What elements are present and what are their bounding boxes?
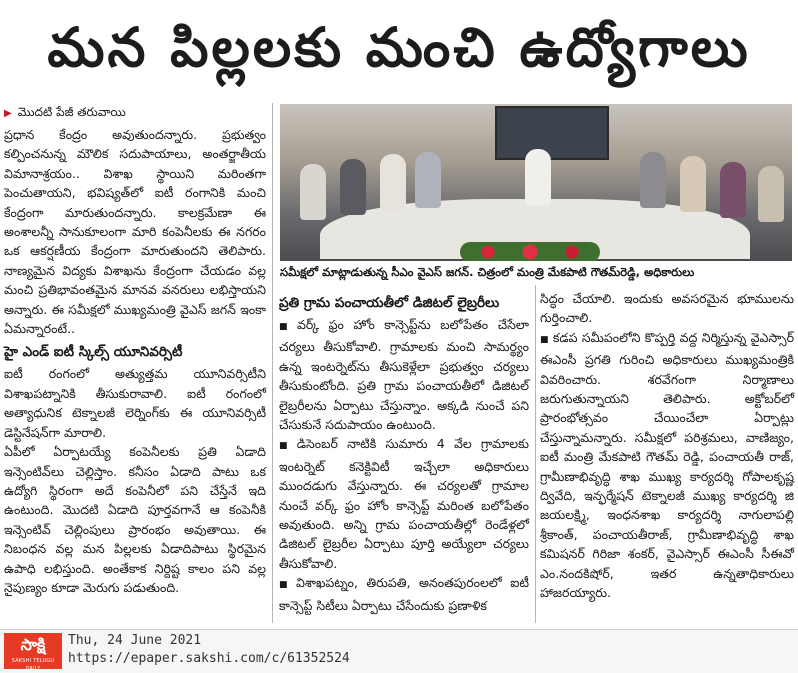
triangle-marker-icon: ▶ <box>4 108 12 119</box>
left-subheading: హై ఎండ్‌ ఐటీ స్కిల్స్‌ యూనివర్సిటీ <box>4 344 183 361</box>
right-bullet: ■ కడప సమీపంలోని కొప్పర్తి వద్ద నిర్మిస్తున్న వైఎస్సార్‌ ఈఎంసీ ప్రగతి గురించి అధికారులు ముఖ్యమంత్రికి వివరించారు. శరవేగంగా నిర్మాణాలు జరుగుతున్నాయని తెలిపారు. అక్టోబర్‌లో ప్రారంభోత్సవం చేయించేలా ఏర్పాట్లు చేస్తున్నామన్నారు. సమీక్షలో పరిశ్రమలు, వాణిజ్యం, ఐటీ మంత్రి మేకపాటి గౌతమ్‌ రెడ్డి, పంచాయతీ రాజ్‌, గ్రామీణాభివృద్ధి శాఖ ముఖ్య కార్యదర్శి గోపాలకృష్ణ ద్వివేది, ఇన్ఫర్మేషన్‌ టెక్నాలజీ ముఖ్య కార్యదర్శి జి జయలక్ష్మి, ఇంధనశాఖ కార్యదర్శి నాగులాపల్లి శ్రీకాంత్‌, పంచాయతీరాజ్‌, గ్రామీణాభివృద్ధి శాఖ కమిషనర్‌ గిరిజా శంకర్‌, వైఎస్సార్‌ ఈఎంసీ సీఈవో ఎం.నందకిషోర్‌, ఇతర ఉన్నతాధికారులు హాజరయ్యారు. <box>540 329 794 601</box>
middle-column <box>279 289 529 615</box>
person-figure <box>640 152 666 208</box>
person-figure <box>720 162 746 218</box>
left-paragraph-3: ఏపీలో ఏర్పాటయ్యే కంపెనీలకు ప్రతి ఏడాది ఇన్సెంటివ్‌లు చెల్లిస్తాం. కనీసం ఏడాది పాటు ఒక ఉద్యోగి స్థిరంగా అదే కంపెనీలో పని చేస్తేనే ఇది ఉంటుంది. మొదటి ఏడాది పూర్తవగానే ఆ కంపెనీకి ఇన్సెంటివ్‌ చెల్లింపులు ప్రారంభం అవుతాయి. ఈ నిబంధన వల్ల మన పిల్లలకు ఏడాదిపాటు స్థిరమైన ఉపాధి లభిస్తుంది. అంతేకాక నిర్దిష్ట కాలం పని వల్ల నైపుణ్యం కూడా మెరుగు పడుతుంది. <box>4 444 266 595</box>
bullet-icon: ■ <box>279 580 293 591</box>
middle-bullet: ■ విశాఖపట్నం, తిరుపతి, అనంతపురంలలో ఐటీ కాన్సెప్ట్‌ సిటీలు ఏర్పాటు చేసేందుకు ప్రణాళిక <box>279 575 529 613</box>
flower-arrangement <box>460 242 600 261</box>
continuation-marker: ▶ మొదటి పేజీ తరువాయి <box>4 105 126 119</box>
sakshi-logo: సాక్షి SAKSHI TELUGU DAILY <box>4 633 62 669</box>
person-figure <box>758 166 784 222</box>
person-figure <box>300 164 326 220</box>
photo-caption: సమీక్షలో మాట్లాడుతున్న సీఎం వైఎస్‌ జగన్‌. చిత్రంలో మంత్రి మేకపాటి గౌతమ్‌రెడ్డి, అధికారులు <box>280 265 695 279</box>
middle-subheading: ప్రతి గ్రామ పంచాయతీలో డిజిటల్‌ లైబ్రరీలు <box>279 295 500 311</box>
bullet-icon: ■ <box>279 322 293 332</box>
person-figure <box>680 156 706 212</box>
column-divider <box>535 285 536 623</box>
left-paragraph-2: ఐటీ రంగంలో అత్యుత్తమ యూనివర్సిటీని విశాఖపట్నానికి తీసుకురావాలి. ఐటీ రంగంలో అత్యాధునిక టెక్నాలజీ లెర్నింగ్‌కు ఈ యూనివర్సిటీ డెస్టినేషన్‌గా మారాలి. <box>4 366 266 440</box>
video-screen <box>495 106 609 160</box>
footer-bar <box>0 629 798 673</box>
person-figure <box>525 149 551 205</box>
bullet-icon: ■ <box>540 334 549 345</box>
person-figure <box>340 159 366 215</box>
headline: మన పిల్లలకు మంచి ఉద్యోగాలు <box>47 16 751 79</box>
meeting-photo <box>280 104 792 261</box>
edition-date: Thu, 24 June 2021 <box>68 633 202 648</box>
left-column <box>4 103 266 597</box>
left-paragraph-1: ప్రధాన కేంద్రం అవుతుందన్నారు. ప్రభుత్వం కల్పించనున్న మౌలిక సదుపాయాలు, అంతర్జాతీయ విమానాశ్రయం.. విశాఖ స్థాయిని మరింతగా పెంచుతాయని, భవిష్యత్‌లో ఐటీ రంగానికి మంచి కేంద్రంగా మారుతుందన్నారు. కాలక్రమేణా ఈ అంశాలన్నీ సానుకూలంగా మారి కంపెనీలకు ఈ నగరం ఒక ఆకర్షణీయ కేంద్రంగా మారుతుందని తెలిపారు. నాణ్యమైన విద్యకు విశాఖను కేంద్రంగా చేయడం వల్ల మంచి ప్రతిభావంతమైన మానవ వనరులు లభిస్తాయని అన్నారు. ఈ సమీక్షలో ముఖ్యమంత్రి వైఎస్‌ జగన్‌ ఇంకా ఏమన్నారంటే.. <box>4 127 266 337</box>
person-figure <box>380 154 406 210</box>
right-lead: సిద్ధం చేయాలి. ఇందుకు అవసరమైన భూములను గుర్తించాలి. <box>540 291 794 326</box>
epaper-link[interactable]: https://epaper.sakshi.com/c/61352524 <box>68 651 350 666</box>
person-figure <box>415 152 441 208</box>
right-column <box>540 289 794 603</box>
bullet-icon: ■ <box>279 441 293 452</box>
middle-bullet: ■ వర్క్‌ ఫ్రం హోం కాన్సెప్ట్‌ను బలోపేతం చేసేలా చర్యలు తీసుకోవాలి. గ్రామాలకు మంచి సామర్థ్యం ఉన్న ఇంటర్నెట్‌ను తీసుకెళ్లేలా ప్రభుత్వం చర్యలు తీసుకుంటోంది. ప్రతి గ్రామ పంచాయతీలో డిజిటల్‌ లైబ్రరీలను ఏర్పాటు చేస్తున్నాం. అక్కడి నుంచే పని చేసుకునే సదుపాయం ఉంటుంది. <box>279 317 529 433</box>
middle-bullet: ■ డిసెంబర్‌ నాటికి సుమారు 4 వేల గ్రామాలకు ఇంటర్నెట్‌ కనెక్టివిటీ ఇచ్చేలా అధికారులు ముందడుగు వేస్తున్నారు. ఈ చర్యలతో గ్రామాల నుంచే వర్క్‌ ఫ్రం హోం కాన్సెప్ట్‌ మరింత బలోపేతం అవుతుంది. అన్ని గ్రామ పంచాయతీల్లో రెండేళ్లలో డిజిటల్‌ లైబ్రరీల ఏర్పాటు పూర్తి అయ్యేలా చర్యలు తీసుకోవాలి. <box>279 436 529 571</box>
column-divider <box>272 103 273 623</box>
